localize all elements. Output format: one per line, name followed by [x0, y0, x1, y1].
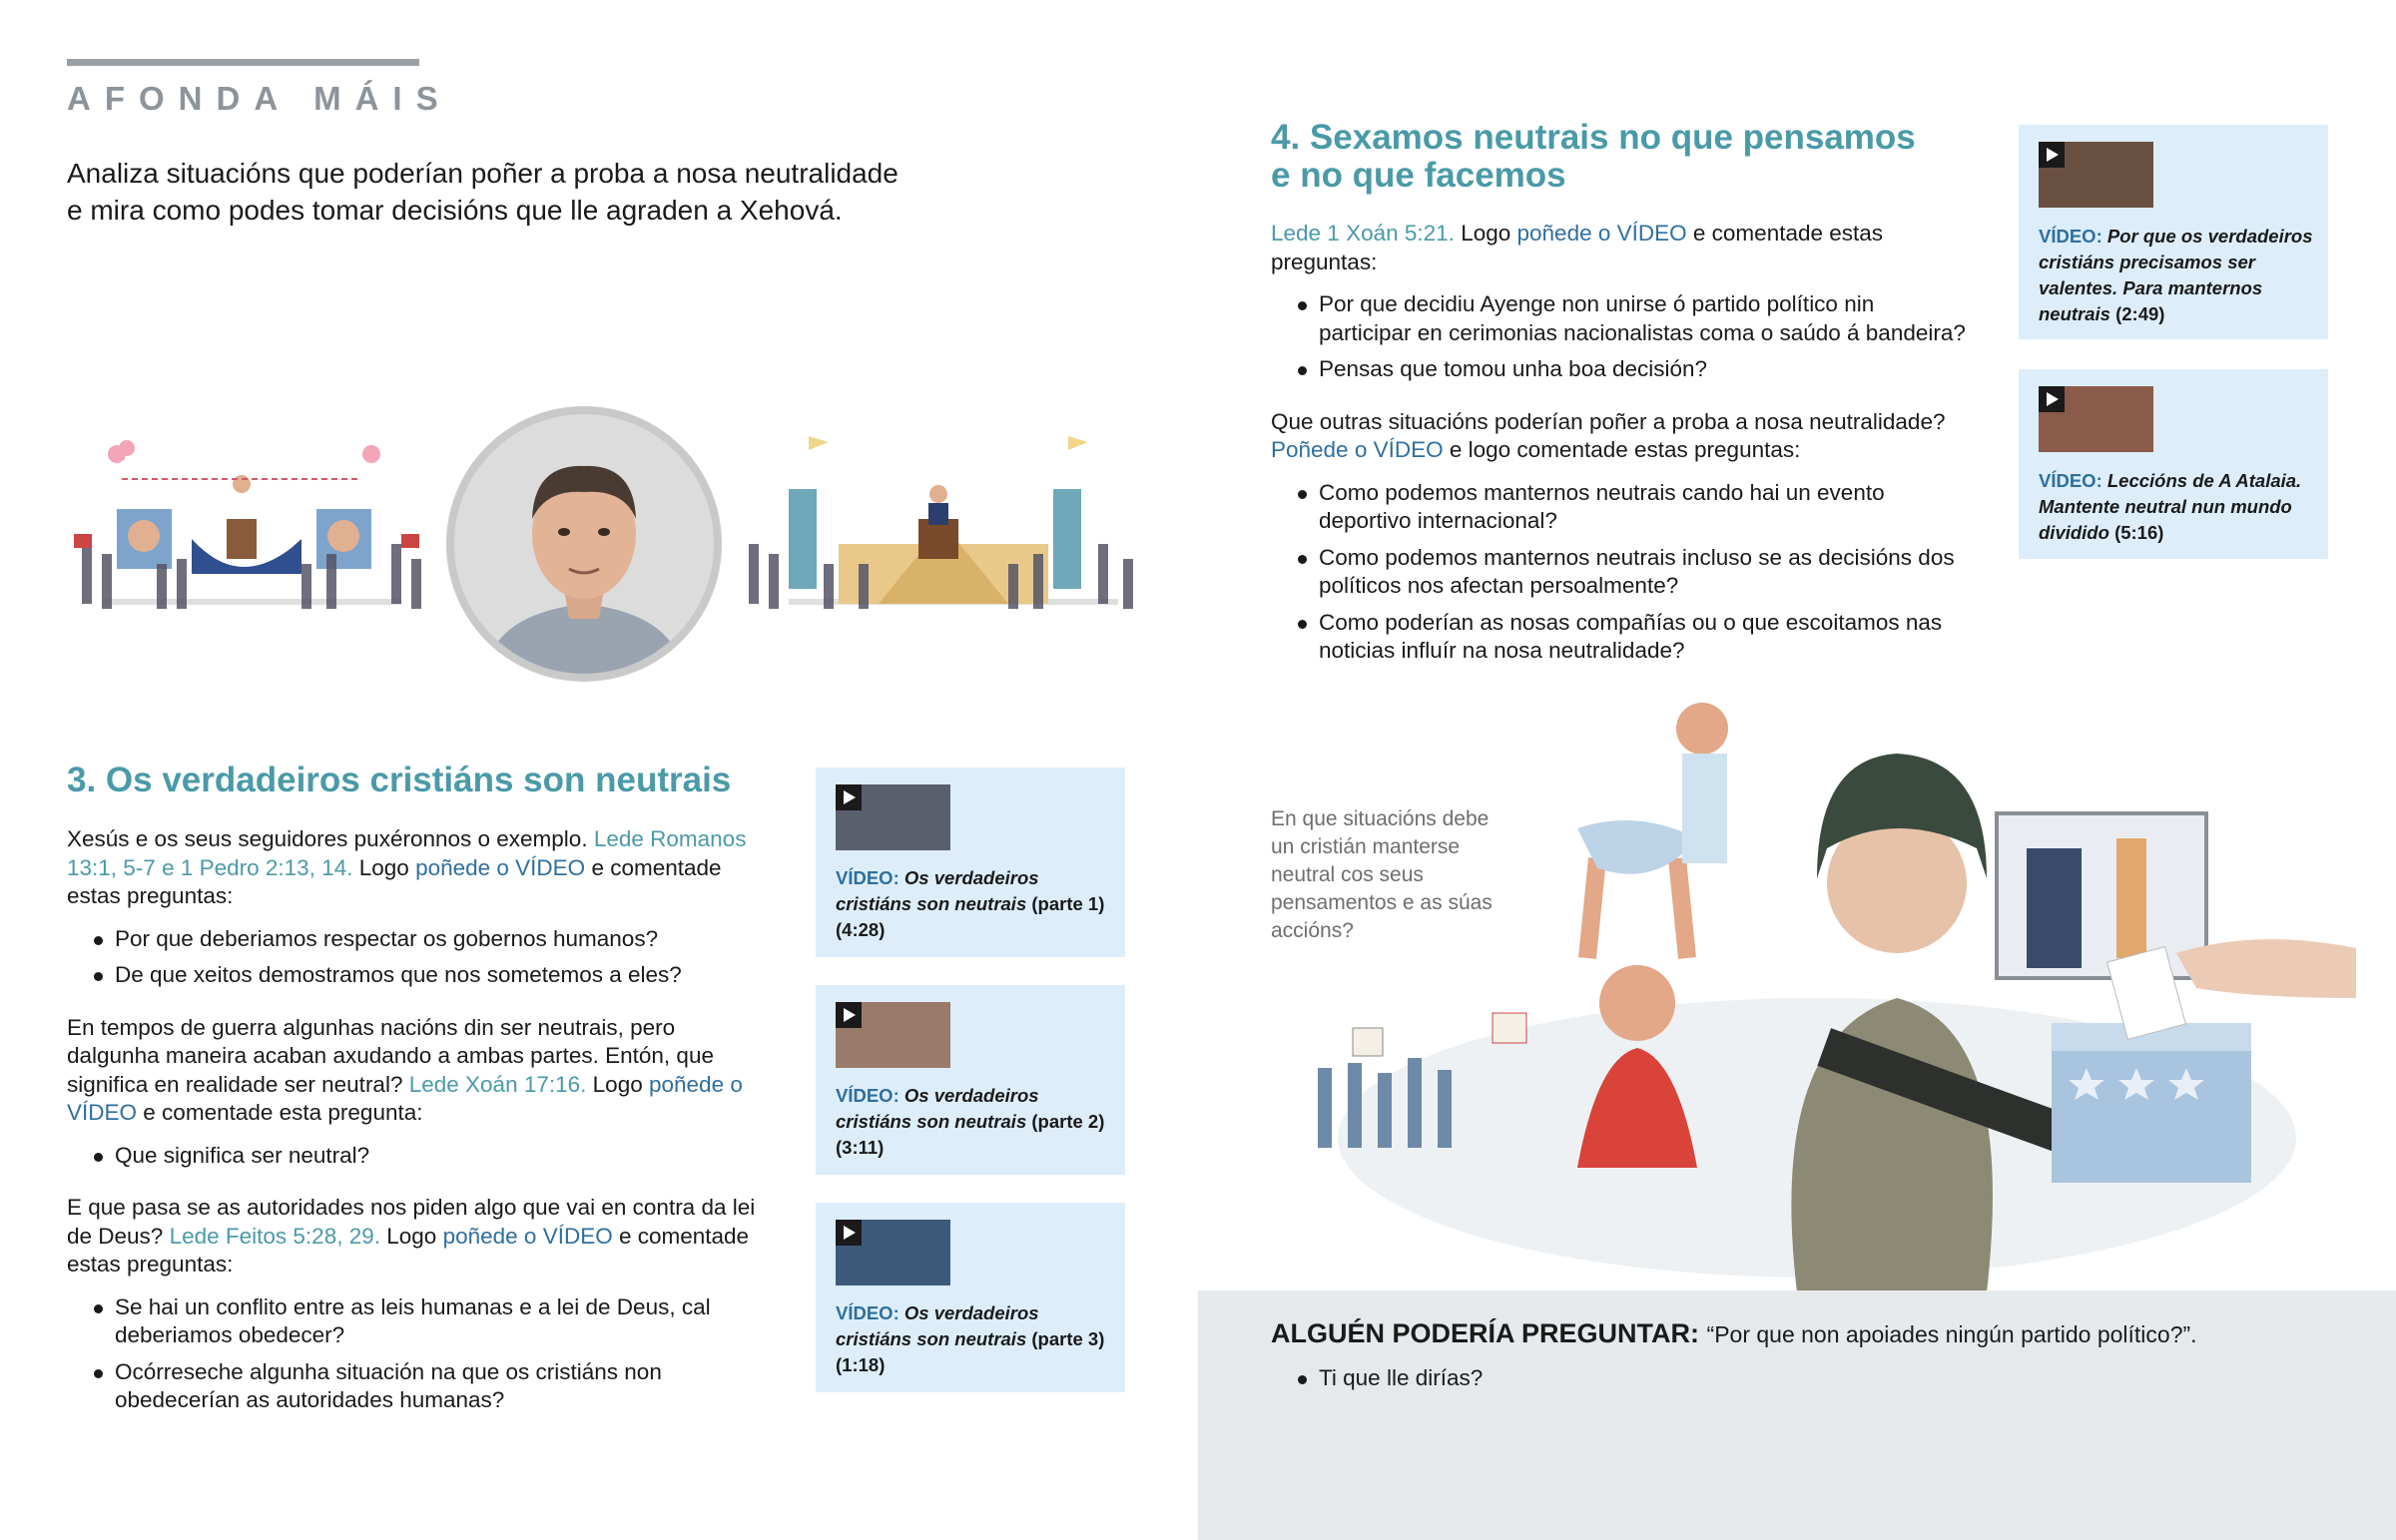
ask-quote: “Por que non apoiades ningún partido político?”. — [1706, 1321, 2197, 1347]
section-3-title: 3. Os verdadeiros cristiáns son neutrais — [67, 761, 732, 799]
section-3-paragraph-3: E que pasa se as autoridades nos piden algo que vai en contra da lei de Deus? Lede Feitos 5:28, 29. Logo poñede o VÍDEO e comentade estas preguntas: — [67, 1195, 756, 1277]
scripture-reference[interactable]: Lede Feitos 5:28, 29. — [169, 1223, 380, 1249]
play-video-link[interactable]: poñede o VÍDEO — [1516, 221, 1687, 246]
image-caption: En que situacións debe un cristián manterse neutral cos seus pensamentos e as súas accións? — [1271, 807, 1493, 942]
section-4-paragraph-1: Lede 1 Xoán 5:21. Logo poñede o VÍDEO e comentade estas preguntas: — [1271, 221, 1884, 274]
section-4-paragraph-2: Que outras situacións poderían poñer a proba a nosa neutralidade? Poñede o VÍDEO e logo comentade estas preguntas: — [1271, 408, 1946, 462]
section-3-paragraph-1: Xesús e os seus seguidores puxéronnos o exemplo. Lede Romanos 13:1, 5-7 e 1 Pedro 2:13, 14. Logo poñede o VÍDEO e comentade estas preguntas: — [67, 826, 747, 908]
kicker-heading: AFONDA MÁIS — [67, 80, 452, 117]
question-item: Ti que lle dirías? — [1271, 1364, 1970, 1393]
ask-heading: ALGUÉN PODERÍA PREGUNTAR: — [1271, 1318, 1700, 1348]
scripture-reference[interactable]: Lede Romanos 13:1, 5-7 e 1 Pedro 2:13, 14. — [67, 826, 747, 880]
video-card-4[interactable]: VÍDEO: Por que os verdadeiros cristiáns precisamos ser valentes. Para manternos neutrais (2:49) — [2019, 125, 2328, 339]
campaign-rally-illustration — [62, 424, 441, 654]
video-title: Os verdadeiros cristiáns son neutrais — [836, 1085, 1039, 1132]
video-title: Os verdadeiros cristiáns son neutrais — [836, 867, 1039, 914]
video-card-1[interactable]: VÍDEO: Os verdadeiros cristiáns son neutrais (parte 1) (4:28) — [816, 768, 1125, 957]
section-3-paragraph-2: En tempos de guerra algunhas nacións din ser neutrais, pero dalgunha maneira acaban axudando a ambas partes. Entón, que significa en realidade ser neutral? Lede Xoán 17:16. Logo poñede o VÍDEO e comentade esta pregunta: — [67, 1014, 743, 1125]
political-speech-illustration — [729, 424, 1153, 654]
question-item: Pensas que tomou unha boa decisión? — [1271, 355, 1970, 384]
portrait-image — [446, 406, 722, 682]
video-thumbnail[interactable] — [836, 1002, 950, 1068]
play-icon[interactable] — [836, 1002, 862, 1028]
section-4-questions-1 — [1271, 290, 1970, 384]
video-thumbnail[interactable] — [2039, 142, 2153, 208]
video-card-5[interactable]: VÍDEO: Leccións de A Atalaia. Mantente neutral nun mundo dividido (5:16) — [2019, 369, 2328, 559]
intro-text: Analiza situacións que poderían poñer a proba a nosa neutralidade e mira como podes tomar decisións que lle agraden a Xehová. — [67, 158, 898, 226]
section-4-title: 4. Sexamos neutrais no que pensamos e no que facemos — [1271, 118, 1916, 195]
question-item: Como poderían as nosas compañías ou o que escoitamos nas noticias influír na nosa neutralidade? — [1271, 609, 1970, 666]
video-card-2[interactable]: VÍDEO: Os verdadeiros cristiáns son neutrais (parte 2) (3:11) — [816, 985, 1125, 1175]
neutrality-situations-illustration — [1298, 699, 2366, 1292]
play-icon[interactable] — [836, 784, 862, 810]
question-item: Por que deberiamos respectar os gobernos humanos? — [67, 925, 766, 954]
section-3-questions-3 — [67, 1293, 766, 1415]
section-3-questions-2 — [67, 1142, 766, 1171]
video-thumbnail[interactable] — [836, 1220, 950, 1285]
kicker-rule — [67, 59, 419, 66]
question-item: Como podemos manternos neutrais incluso se as decisións dos políticos nos afectan persoalmente? — [1271, 544, 1970, 601]
play-video-link[interactable]: Poñede o VÍDEO — [1271, 437, 1444, 462]
play-icon[interactable] — [836, 1220, 862, 1246]
section-3-body — [67, 825, 766, 1423]
video-thumbnail[interactable] — [836, 784, 950, 850]
question-item: Se hai un conflito entre as leis humanas e a lei de Deus, cal deberiamos obedecer? — [67, 1293, 766, 1350]
play-video-link[interactable]: poñede o VÍDEO — [442, 1223, 613, 1249]
question-item: Que significa ser neutral? — [67, 1142, 766, 1171]
question-item: Por que decidiu Ayenge non unirse ó partido político nin participar en cerimonias nacionalistas coma o saúdo á bandeira? — [1271, 290, 1970, 347]
video-title: Leccións de A Atalaia. Mantente neutral nun mundo dividido — [2039, 470, 2302, 543]
video-title: Os verdadeiros cristiáns son neutrais — [836, 1302, 1039, 1349]
question-item: Ocórreseche algunha situación na que os cristiáns non obedecerían as autoridades humanas? — [67, 1358, 766, 1415]
play-icon[interactable] — [2039, 386, 2065, 412]
question-item: De que xeitos demostramos que nos sometemos a eles? — [67, 961, 766, 990]
video-title: Por que os verdadeiros cristiáns precisamos ser valentes. Para manternos neutrais — [2039, 226, 2313, 324]
video-card-3[interactable]: VÍDEO: Os verdadeiros cristiáns son neutrais (parte 3) (1:18) — [816, 1203, 1125, 1392]
section-4-questions-2 — [1271, 479, 1970, 666]
scripture-reference[interactable]: Lede Xoán 17:16. — [408, 1071, 587, 1097]
section-3-questions-1 — [67, 925, 766, 990]
scripture-reference[interactable]: Lede 1 Xoán 5:21. — [1271, 221, 1455, 246]
play-video-link[interactable]: poñede o VÍDEO — [415, 854, 586, 880]
play-icon[interactable] — [2039, 142, 2065, 168]
ask-questions — [1271, 1364, 1970, 1401]
section-4-body — [1271, 220, 1970, 674]
question-item: Como podemos manternos neutrais cando hai un evento deportivo internacional? — [1271, 479, 1970, 536]
someone-might-ask — [1271, 1315, 2197, 1352]
play-video-link[interactable]: poñede o VÍDEO — [67, 1071, 743, 1125]
video-thumbnail[interactable] — [2039, 386, 2153, 452]
